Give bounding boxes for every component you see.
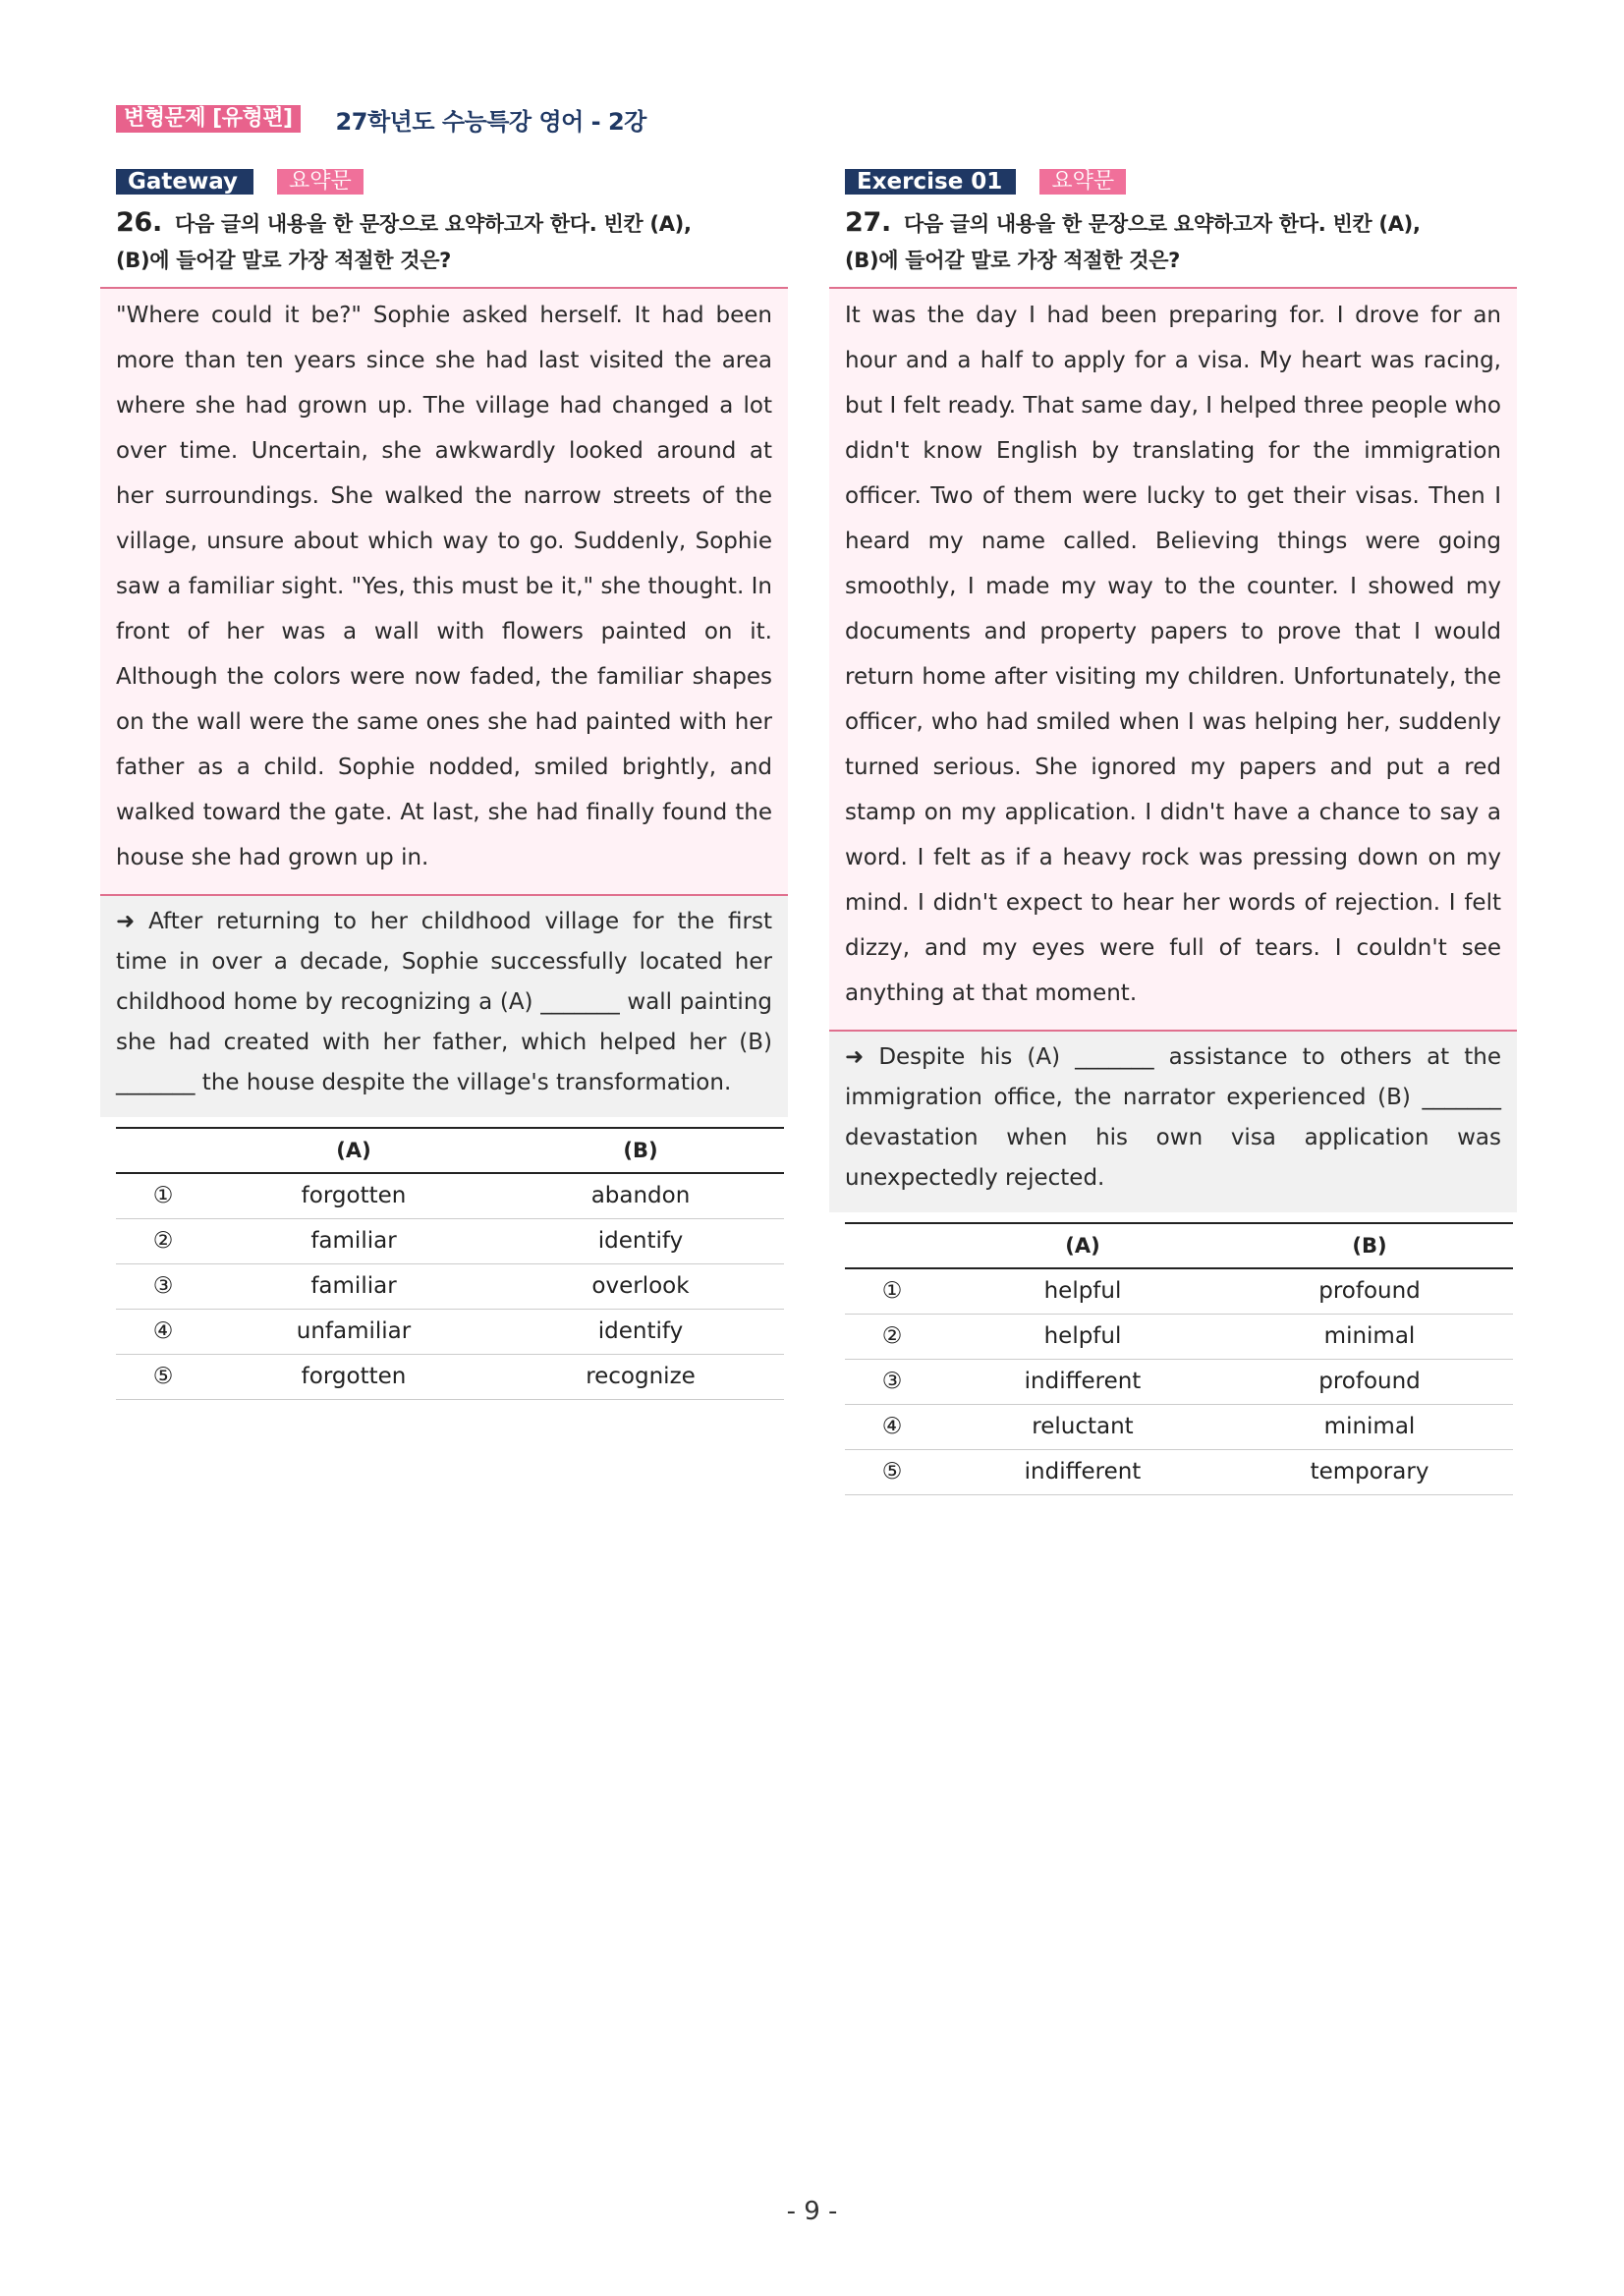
choice-a: reluctant — [939, 1404, 1226, 1449]
left-section-label: Gateway — [116, 169, 253, 195]
choice-number: ③ — [116, 1263, 210, 1309]
header-tag: 변형문제 [유형편] — [116, 105, 301, 133]
right-question-line2: (B)에 들어갈 말로 가장 적절한 것은? — [845, 249, 1181, 272]
right-labels — [845, 169, 1517, 195]
choice-row[interactable] — [845, 1314, 1513, 1359]
choice-row[interactable] — [116, 1173, 784, 1218]
left-header-num — [116, 1128, 210, 1173]
right-type-label: 요약문 — [1039, 169, 1126, 195]
choice-row[interactable] — [116, 1263, 784, 1309]
left-header-b: (B) — [497, 1128, 784, 1173]
choice-row[interactable] — [845, 1404, 1513, 1449]
page-header — [116, 104, 646, 134]
left-passage: "Where could it be?" Sophie asked herself. It had been more than ten years since she had last visited the area where she had grown up. The village had changed a lot over time. Uncertain, she awkwardly looked around at her surroundings. She walked the narrow streets of the village, unsure about which way to go. Suddenly, Sophie saw a familiar sight. "Yes, this must be it," she thought. In front of her was a wall with flowers painted on it. Although the colors were now faded, the familiar shapes on the wall were the same ones she had painted with her father as a child. Sophie nodded, smiled brightly, and walked toward the gate. At last, she had finally found the house she had grown up in. — [100, 287, 788, 894]
choice-row[interactable] — [845, 1449, 1513, 1494]
left-question — [116, 204, 784, 279]
right-header-a: (A) — [939, 1223, 1226, 1268]
choice-row[interactable] — [116, 1218, 784, 1263]
right-section-label: Exercise 01 — [845, 169, 1016, 195]
choice-a: helpful — [939, 1314, 1226, 1359]
choice-number: ④ — [116, 1309, 210, 1354]
choice-b: overlook — [497, 1263, 784, 1309]
choice-row[interactable] — [845, 1268, 1513, 1314]
left-question-line1: 다음 글의 내용을 한 문장으로 요약하고자 한다. 빈칸 (A), — [174, 212, 692, 236]
choice-number: ② — [845, 1314, 939, 1359]
choice-number: ⑤ — [845, 1449, 939, 1494]
choice-b: abandon — [497, 1173, 784, 1218]
choice-number: ① — [116, 1173, 210, 1218]
left-summary: ➜ After returning to her childhood village for the first time in over a decade, Sophie successfully located her childhood home by recognizing a (A) _______ wall painting she had created with her father, which helped her (B) _______ the house despite the village's transformation. — [100, 894, 788, 1117]
left-labels — [116, 169, 788, 195]
choice-row[interactable] — [116, 1309, 784, 1354]
choice-number: ② — [116, 1218, 210, 1263]
left-type-label: 요약문 — [277, 169, 364, 195]
choice-b: identify — [497, 1309, 784, 1354]
left-choices-table — [116, 1127, 784, 1400]
choice-b: profound — [1226, 1268, 1513, 1314]
left-column — [100, 169, 788, 1400]
right-question-line1: 다음 글의 내용을 한 문장으로 요약하고자 한다. 빈칸 (A), — [903, 212, 1421, 236]
choice-number: ③ — [845, 1359, 939, 1404]
left-question-line2: (B)에 들어갈 말로 가장 적절한 것은? — [116, 249, 452, 272]
choice-a: helpful — [939, 1268, 1226, 1314]
choice-a: familiar — [210, 1263, 497, 1309]
right-summary: ➜ Despite his (A) _______ assistance to others at the immigration office, the narrator experienced (B) _______ devastation when his own visa application was unexpectedly rejected. — [829, 1030, 1517, 1212]
header-title: 27학년도 수능특강 영어 - 2강 — [335, 107, 646, 136]
choice-row[interactable] — [116, 1354, 784, 1399]
choice-a: unfamiliar — [210, 1309, 497, 1354]
choice-b: minimal — [1226, 1404, 1513, 1449]
choice-b: identify — [497, 1218, 784, 1263]
choice-b: recognize — [497, 1354, 784, 1399]
choice-number: ⑤ — [116, 1354, 210, 1399]
left-header-a: (A) — [210, 1128, 497, 1173]
choice-a: forgotten — [210, 1173, 497, 1218]
right-passage: It was the day I had been preparing for. I drove for an hour and a half to apply for a visa. My heart was racing, but I felt ready. That same day, I helped three people who didn't know English by translating for the immigration officer. Two of them were lucky to get their visas. Then I heard my name called. Believing things were going smoothly, I made my way to the counter. I showed my documents and property papers to prove that I would return home after visiting my children. Unfortunately, the officer, who had smiled when I was helping her, suddenly turned serious. She ignored my papers and put a red stamp on my application. I didn't have a chance to say a word. I felt as if a heavy rock was pressing down on my mind. I didn't expect to hear her words of rejection. I felt dizzy, and my eyes were full of tears. I couldn't see anything at that moment. — [829, 287, 1517, 1030]
choice-b: minimal — [1226, 1314, 1513, 1359]
right-question-number: 27. — [845, 207, 891, 238]
right-question — [845, 204, 1513, 279]
right-header-b: (B) — [1226, 1223, 1513, 1268]
left-question-number: 26. — [116, 207, 162, 238]
choice-a: indifferent — [939, 1449, 1226, 1494]
right-header-num — [845, 1223, 939, 1268]
choice-a: indifferent — [939, 1359, 1226, 1404]
right-column — [829, 169, 1517, 1495]
choice-b: temporary — [1226, 1449, 1513, 1494]
right-choices-table — [845, 1222, 1513, 1495]
choice-a: forgotten — [210, 1354, 497, 1399]
left-choices-header-row — [116, 1128, 784, 1173]
right-choices-header-row — [845, 1223, 1513, 1268]
choice-a: familiar — [210, 1218, 497, 1263]
choice-b: profound — [1226, 1359, 1513, 1404]
choice-row[interactable] — [845, 1359, 1513, 1404]
choice-number: ④ — [845, 1404, 939, 1449]
choice-number: ① — [845, 1268, 939, 1314]
page-number: - 9 - — [786, 2197, 838, 2226]
